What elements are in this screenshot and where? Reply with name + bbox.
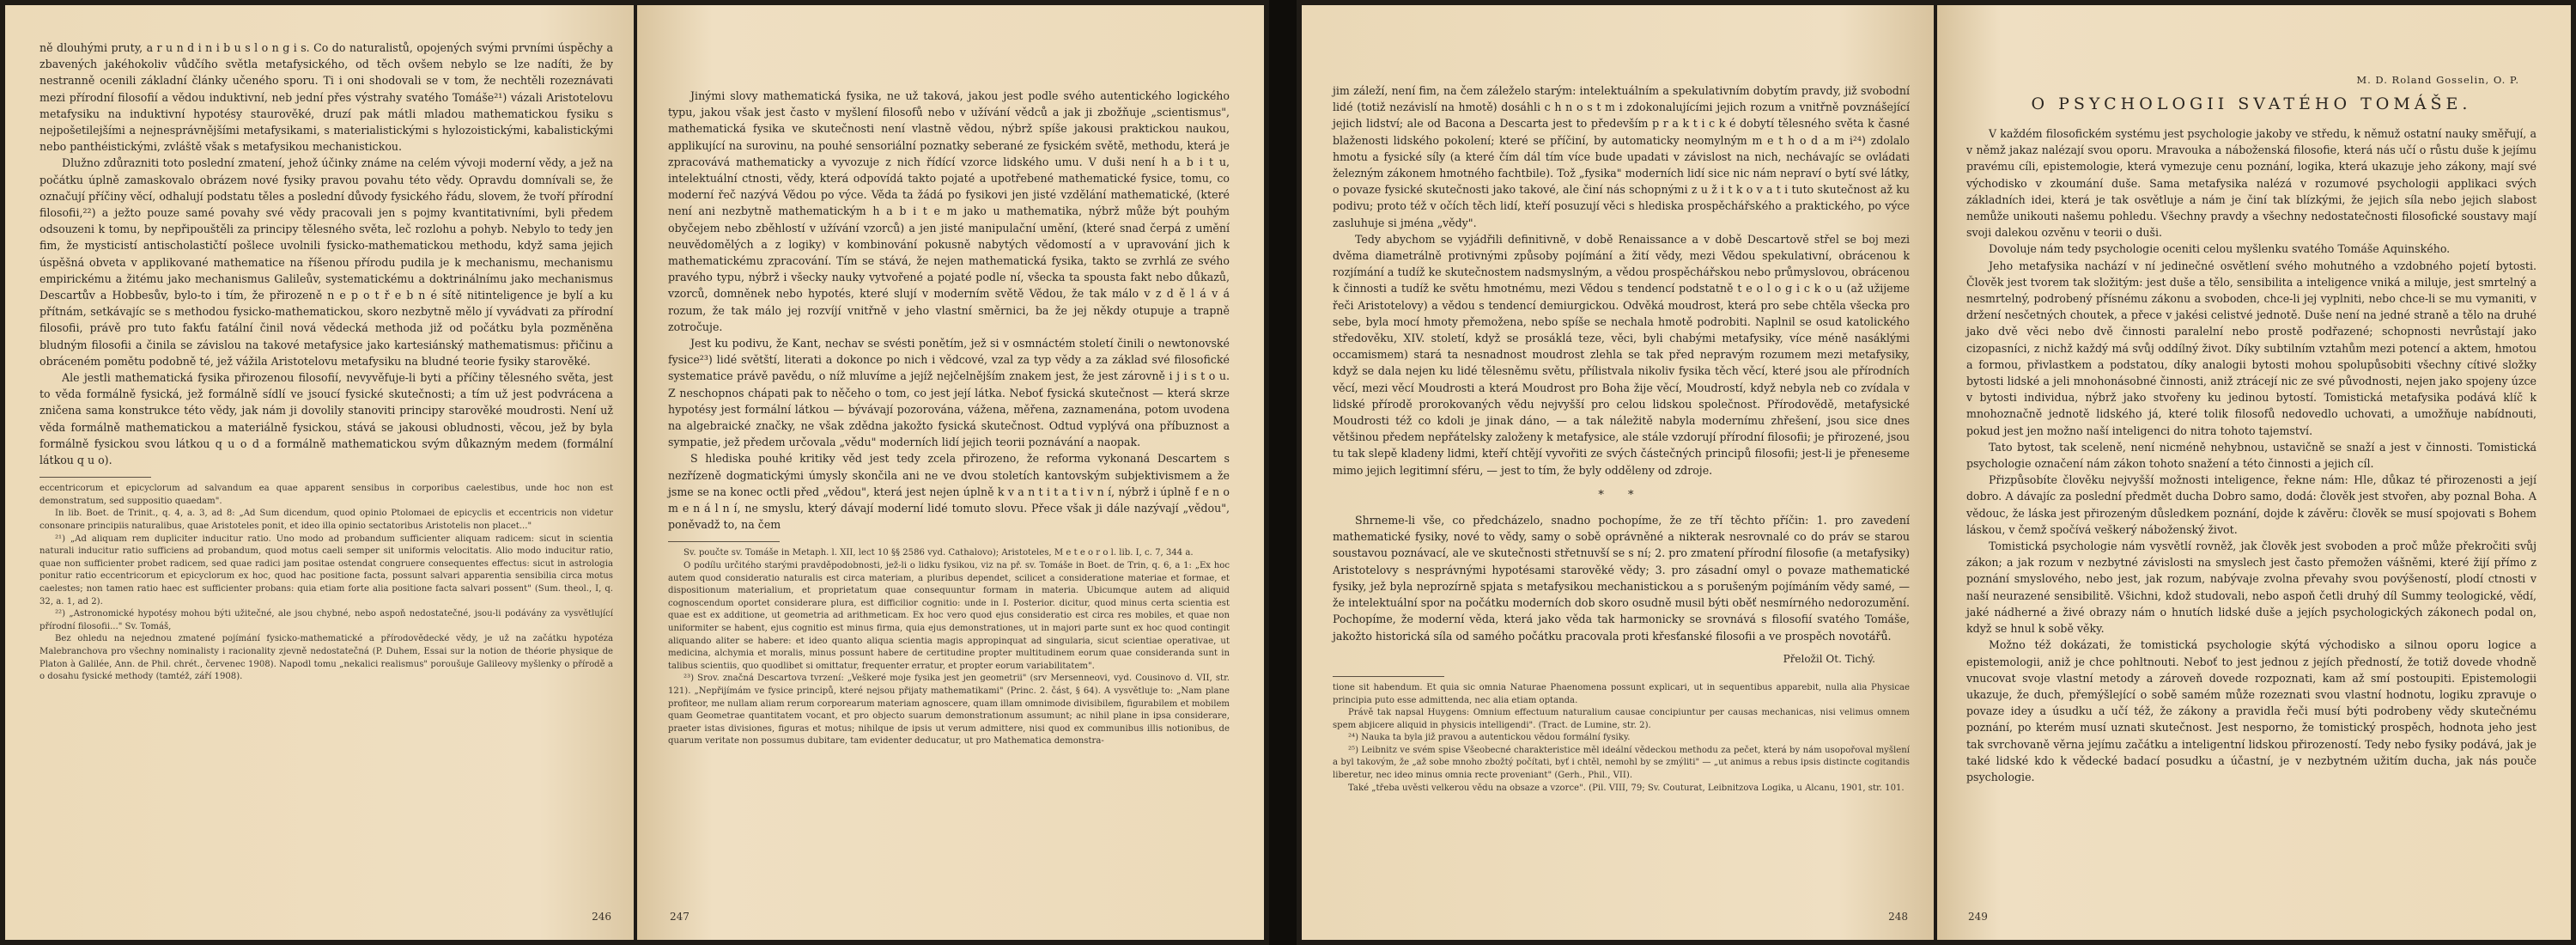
paragraph: Přizpůsobíte člověku nejvyšší možnosti inteligence, řekne nám: Hle, důkaz té přirozenosti a její dobro. A dávajíc za poslední předmět ducha Dobro samo, dodá: člověk jest stvořen, aby poznal Boha. A vědouc, že láska jest přirozeným důsledkem poznání, dojde k závěru: člověk se musí spojovati s Bohem láskou, v čemž spočívá veškerý náboženský život.: [1966, 473, 2537, 536]
footnote: O podílu určitého starými pravděpodobnosti, jež-li o lidku fysikou, viz na př. sv. Tomáše in Boet. de Trin, q. 6, a 1: „Ex hoc autem quod consideratio naturalis est circa materiam, a pluribus dependet, scilicet a consideratione materiae et formae, et dispositionum materialium, et proprietatum quae consequuntur formam in materia. Ubicumque autem ad aliquid cognoscendum oportet considerare plura, est difficilior cognitio: unde in I. Posterior. dicitur, quod minus certa scientia est quae est ex additione, ut geometria ad arithmeticam. Ex hoc vero quod ejus consideratio est circa res mobiles, et quae non uniformiter se habent, ejus cognitio est minus firma, quia ejus demonstrationes, ut in majori parte sunt ex hoc quod contingit aliquando aliter se habere: et ideo quanto aliqua scientia magis appropinquat ad singularia, sicut scientiae operativae, ut medicina, alchymia et moralis, minus possunt habere de certitudine propter multitudinem eorum quae consideranda sunt in talibus scientiis, quo quodlibet si omittatur, frequenter erratur, et propter eorum variabilitatem".: [668, 561, 1230, 671]
page-247-footnotes: [668, 547, 1230, 748]
page-number: 249: [1968, 911, 1988, 923]
page-249: [1937, 5, 2571, 940]
page-248-body: [1333, 82, 1910, 668]
paragraph: Ale jestli mathematická fysika přirozenou filosofií, nevyvěfuje-li byti a příčiny tělesného světa, jest to věda formálně fysická, jež formálně sídlí ve jsoucí fysické skutečnosti; a tím už jest podvrácena a zničena sama konstrukce této vědy, jak nám ji dovolily stanoviti principy starověké moudrosti. Není už věda formálně mathematickou a materiálně fysickou, stává se jakousi obludnosti, věcou, jež by byla formálně fysickou svou látkou q u o d a formálně mathematickou svým důkazným medem (formální látkou q u o).: [39, 371, 613, 467]
footnote-rule: [668, 541, 780, 542]
scan-gap: [1269, 0, 1297, 945]
page-249-body: [1966, 125, 2537, 785]
paragraph: Dlužno zdůrazniti toto poslední zmatení, jehož účinky známe na celém vývoji moderní vědy, a jež na počátku úplně zamaskovalo obrázem nové fysiky pravou povahu této vědy. Opravdu domnívali se, že označují příčiny věcí, odhalují podstatu těles a poslední důvody fysického řádu, slovem, že tvoří přírodní filosofii,²²) a ježto pouze samé povahy své vědy pracovali jen s pojmy kvantitativními, byli předem odsouzeni k tomu, by nepřipouštěli za principy tělesného světa, leč rozlohu a pohyb. Nebylo to tedy jen fim, že mysticistí antischolastičtí pošlece uvolnili fysicko-mathematickou methodu, když sama jejich úspěšná obveta v applikované mathematice na říšenou přírodu pudila je k mechanismu, mechanismu empirickému a žitému jako mechanismus Galileův, systematickému a doktrinálnímu jako mechanismus Descartův a Hobbesův, bylo-to i tím, že přirozeně n e p o t ř e b n é sítě nitinteligence je bylí a ku přítnám, setkávajíc se s methodou fysicko-mathematickou, skoro nezbytně mělo jí vyvádvati za přírodní filosofii, právě pro tuto fakťu fatální činil nová vědecká methoda již od počátku byla pozměněna bludným filosofii a činila se závislou na takové metafysice jako kartesiánský mathematismus: přičinu a obráceném pomětu podobně té, jež vážila Aristotelovu metafysiku na bludné teorie fysiky starověké.: [39, 156, 613, 368]
page-number: 247: [670, 911, 690, 923]
footnote-rule: [39, 477, 151, 478]
footnote-rule: [1333, 676, 1444, 677]
article-author: M. D. Roland Gosselin, O. P.: [2356, 74, 2519, 86]
footnote: ²¹) „Ad aliquam rem dupliciter inducitur ratio. Uno modo ad probandum sufficienter aliquam radicem: sicut in scientia naturali inducitur ratio sufficiens ad probandum, quod motus caeli semper sit uniformis velocitatis. Alio modo inducitur ratio, quae non sufficienter probet radicem, sed quae radici jam positae ostendat congruere consequentes effectus: sicut in astrologia ponitur ratio eccentricorum et epicyclorum ex hoc, quod hac positione facta, possunt salvari apparentia sensibilia circa motus caelestes; non tamen ratio haec est sufficienter probans: quia etiam forte alia positione facta salvari possent" (Sum. theol., I, q. 32, a. 1, ad 2).: [39, 533, 613, 607]
section-separator: * *: [1598, 488, 1644, 502]
page-246-footnotes: [39, 483, 613, 684]
footnote: Právě tak napsal Huygens: Omnium effectuum naturalium causae concipiuntur per causas mechanicas, nisi velimus omnem spem abjicere aliquid in physicis intelligendi". (Tract. de Lumine, str. 2).: [1333, 708, 1910, 730]
footnote: tione sit habendum. Et quia sic omnia Naturae Phaenomena possunt explicari, ut in sequentibus apparebit, nulla alia Physicae principia puto esse admittenda, nec alia etiam optanda.: [1333, 682, 1910, 705]
paragraph: S hlediska pouhé kritiky věd jest tedy zcela přirozeno, že reforma vykonaná Descartem s nezřízeně dogmatickými úmysly skončila ani ne ve dvou stoletích kantovským subjektivismem a že jsme se na konec octli před „vědou", která jest nejen úplně k v a n t i t a t i v n í, nýbrž i úplně f e n o m e n á l n í, ne smyslu, který dávají moderní lidé tomuto slovu. Přece však ji dále nazývají „vědou", poněvadž to, na čem: [668, 452, 1230, 532]
footnote: ²³) Srov. značná Descartova tvrzení: „Veškeré moje fysika jest jen geometrii" (srv Mersenneovi, vyd. Cousinovo d. VII, str. 121). „Nepřijímám ve fysice principů, které nejsou přijaty mathematikami" (Princ. 2. část, § 64). A vysvětluje to: „Nam plane profiteor, me nullam aliam rerum corporearum materiam agnoscere, quam illam omnimode divisibilem, figurabilem et mobilem quam Geometrae quantitatem vocant, et pro objecto suarum demonstrationum assumunt; ac nihil plane in ipsa considerare, praeter istas divisiones, figuras et motus; nihilque de ipsis ut verum admittere, nisi quod ex communibus illis notionibus, de quarum veritate non possumus dubitare, tam evidenter deducatur, ut pro Mathematica demonstra-: [668, 674, 1230, 747]
page-247-body: [668, 88, 1230, 533]
paragraph: Jeho metafysika nachází v ní jedinečné osvětlení svého mohutného a vzdobného pojetí bytosti. Člověk jest tvorem tak složitým: jest duše a tělo, sensibilita a inteligence vniká a miluje, jest smrtelný a nesmrtelný, podrobený přísnému zákonu a svoboden, chce-li jej vyplniti, nebo chce-li se mu vymaniti, v držení nesčetných choutek, a přece v jakési celistvé jednotě. Duše není na jedné straně a tělo na druhé jako dvě věci nebo dvě činnosti paralelní nebo prostě podřazené; schopnosti nevrůstají jako cizopasníci, z nichž každý má svůj oddílný život. Díky subtilním vztahům mezi potencí a aktem, hmotou a formou, přivlastkem a podstatou, díky analogii bytosti mohou spolupůsobiti všechny cítivé složky bytosti lidské a jeli mnohonásobné činnosti, aniž ztrácejí nic ze své původnosti, nejen jako spojeny úzce v bytosti individua, nýbrž jako stvořeny ku jedinou bytostí. Tomistická metafysika podává klíč k mnohoznačně jednotě lidského já, které tolik filosofů nedovedlo uchovati, a umožňuje nabídnouti, pokud jest jen možno naší inteligenci do nitra tohoto tajemství.: [1966, 259, 2537, 437]
page-248-footnotes: [1333, 682, 1910, 795]
paragraph: Jest ku podivu, že Kant, nechav se svésti ponětím, jež si v osmnáctém století činili o newtonovské fysice²³) lidé světští, literati a dokonce po nich i vědcové, vzal za typ vědy a za základ své filosofické systematice právě pavědu, o níž mluvíme a jejíž nejčelnějším znakem jest, že jest zárovně i j i s t o u. Z neschopnos chápati pak to něčeho o tom, co jest její látka. Neboť fysická skutečnost — která skrze hypotésy jest formální látkou — bývávají pozorována, vážena, měřena, zaznamenána, potom uvodena na algebraické značky, ne však zdědna jakožto fysická skutečnost. Odtud vyplývá ona příbuznost a sympatie, jež předem určovala „vědu" moderních lidí jejich teorii poznávání a naopak.: [668, 337, 1230, 449]
page-247: [637, 5, 1264, 940]
footnote: ²⁵) Leibnitz ve svém spise Všeobecné charakteristice měl ideální vědeckou methodu za pečet, která by nám usopořoval myšlení a byl takovým, že „až sobe mnoho zbožtý počítati, byť i chtěl, nemohl by se zmýliti" — „ut animus a rebus ipsis distincte cogitandis liberetur, nec ideo minus omnia recte proveniant" (Gerh., Phil., VII).: [1333, 745, 1910, 781]
page-246: [5, 5, 634, 940]
footnote: eccentricorum et epicyclorum ad salvandum ea quae apparent sensibus in corporibus caelestibus, unde hoc non est demonstratum, sed suppositio quaedam".: [39, 484, 613, 506]
translator-credit: Přeložil Ot. Tichý.: [1783, 652, 1875, 665]
page-246-body: [39, 40, 613, 468]
page-number: 246: [592, 911, 611, 923]
paragraph: Tedy abychom se vyjádřili definitivně, v době Renaissance a v době Descartově střel se boj mezi dvěma diametrálně protivnými způsoby pojímání a žití vědy, mezi Vědou spekulativní, obrácenou k rozjímání a tudíž ke skutečnostem nadsmyslným, a vědou prospěchářskou nebo průmyslovou, obrácenou k činnosti a tudíž ke světu hmotnému, mezi Vědou s tendencí podstatně t e o l o g i c k o u (až užijeme řeči Aristotelovy) a vědou s tendencí demiurgickou. Odvěká moudrost, která pro sebe chtěla všecka pro sebe, byla mocí hmoty přemožena, nebo spíše se nechala hmotě podrobiti. Naplnil se osud katolického středověku, XIV. století, když se prosáklá teze, věci, byli chabými metafysiky, více méně nasáklými occamismem) stará ta nesnadnost moudrost zlehla se tak před nepravým rozumem mezi metafysiky, když se dala nejen ku lidé tělesněmu světu, přílistvala nikoliv fysika těch věcí, které jsou ale přírodních věcí, mezi věcí Moudrosti a která Moudrost pro Boha žije věcí, Moudrostí, když nebyla neb co zvídala v lidské přírodě prorokovaných vědu nejvyšší pro celou lidskou společnost. Přírodovědě, metafysické Moudrosti též co kdoli je jinak dáno, — a tak náležitě nabyla modernímu zhřešení, jsou sice dnes většinou předem nepřátelsky založeny k metafysice, ale stále vzdorují přírodní filosofii; je přirozené, jsou tu tak slepě kladeny lidmi, kteří chtějí vyvořiti ze svých částečných principů filosofii; jest-li je přeneseme mimo jejich legitimní sféru, — jest to tím, že byly odděleny od zdroje.: [1333, 232, 1910, 477]
footnote: ²²) „Astronomické hypotésy mohou býti užitečné, ale jsou chybné, nebo aspoň nedostatečné, jsou-li podávány za vysvětlující přírodní filosofii..." Sv. Tomáš,: [39, 609, 613, 631]
paragraph: Možno též dokázati, že tomistická psychologie skýtá východisko a silnou oporu logice a epistemologii, aniž je chce pohltnouti. Neboť to jest jednou z jejích předností, že totiž dovede vhodně vnucovat svoje vlastní metody a zároveň dovede rozpoznati, kam až smí postoupiti. Epistemologii ukazuje, že duch, přemýšlející o sobě samém může rozeznati svou vlastní hodnotu, logiku zpravuje o povaze idey a úsudku a učí též, že zákony a pravidla řeči musí býti podrobeny vědy skutečnému poznání, po kterém musí uznati skutečnost. Jest nesporno, že tomistický prospěch, hodnota jeho jest tak svrchovaně věrna jejímu začátku a inteligentní lidskou přirozeností. Tedy nebo fysiky podává, jak je také lidské kdo k vědecké badací posudku a účastní, je v nezbytném užitím ducha, jak nás pouče psychologie.: [1966, 638, 2537, 783]
page-248: [1302, 5, 1934, 940]
footnote: ²⁴) Nauka ta byla již pravou a autentickou vědou formální fysiky.: [1348, 733, 1631, 743]
paragraph: jim záleží, není fim, na čem záleželo starým: intelektuálním a spekulativním dobytím pravdy, již svobodní lidé (totiž nezávislí na hmotě) dosáhli c h n o s t m i zdokonalujícími jejich rozum a vnitřně povznášející jejich lidství; ale od Bacona a Descarta jest to především p r a k t i c k é dobytí tělesného světa k časné blaženosti lidského pokolení; které se příčiní, by automaticky neomylným m e t h o d a m i²⁴) zdolalo hmotu a fysické síly (a které čím dál tím více bude upadati v závislost na nich, nechávajíc se ovládati železným zákonem hmotného fachtbile). Tož „fysika" moderních lidí sice nic nám nepraví o bytí své látky, o povaze fysické skutečnosti jako takové, ale činí nás schopnými z u ž i t k o v a t i tuto skutečnost až ku podivu; proto též v očích těch lidí, kteří posuzují věci s hlediska prospěchářského a praktického, po výce zasluhuje si jména „vědy".: [1333, 84, 1910, 229]
paragraph: ně dlouhými pruty, a r u n d i n i b u s l o n g i s. Co do naturalistů, opojených svými prvními úspěchy a zbavených jakéhokoliv vůdčího světla metafysického, od těch ovšem nebylo se lze nadíti, že by nestranně ocenili základní články učeného sporu. Ti i oni shodovali se v tom, že nechtěli rozeznávati mezi přírodní filosofií a vědou induktivní, neb jední přes výstrahy svatého Tomáše²¹) vázali Aristotelovu metafysiku na induktivní hypotésy staurověké, druzí pak mátli mladou mathematickou fysiku s nejpošetilejšími a nejnesprávnějšími metafysikami, s materialistickými s hylozoistickými, kabalistickými nebo panthéistickými, zvláště však s metafysikou mechanistickou.: [39, 41, 613, 154]
footnote: In lib. Boet. de Trinit., q. 4, a. 3, ad 8: „Ad Sum dicendum, quod opinio Ptolomaei de epicyclis et eccentricis non videtur consonare principiis naturalibus, quae Aristoteles ponit, et ideo illa opinio sectatoribus Aristotelis non placet...": [39, 509, 613, 532]
paragraph: Jinými slovy mathematická fysika, ne už taková, jakou jest podle svého autentického logického typu, jakou však jest často v myšlení filosofů nebo v užívání vědců a jak ji zbožňuje „scientismus", mathematická fysika ve skutečnosti není vlastně vědou, nýbrž spíše jakousi praktickou naukou, applikující na surovinu, na pouhé sensoriální poznatky seberané ze fysickém světě, methodu, která je zpracovává mathematicky a vyvozuje z nich řídící vzorce lidského umu. V duši není h a b i t u, intelektuální ctnosti, vědy, která odpovídá takto pojaté a upotřebené mathematické fysice, tomu, co moderní řeč nazývá Vědou po výce. Věda ta žádá po fysikovi jen jisté vzdělání mathematické, (které není ani nezbytně mathematickým h a b i t e m jako u mathematika, nýbrž může být pouhým obyčejem nebo zběhlostí v užívání vzorců) a jen jisté manipulační umění, (které snad čerpá z umění neuvědomělých a z logiky) v kombinování pokusně nabytých vědomostí a v upravování jich k mathematickému zpracování. Tím se stává, že nejen mathematická fysika, takto se zvrhlá ze svého pravého typu, nýbrž i všecky nauky vytvořené a pojaté podle ní, všecka ta spousta fakt nebo důkazů, vzorců, domněnek nebo hypotés, které slují v moderním světě Vědou, že tak málo v z d ě l á v á rozum, že tak málo jej rozvíjí vnitřně v jeho vlastní směrnici, ba že jej někdy otupuje a trapně zotročuje.: [668, 89, 1230, 333]
article-title: O PSYCHOLOGII SVATÉHO TOMÁŠE.: [2031, 94, 2472, 113]
paragraph: Shrneme-li vše, co předcházelo, snadno pochopíme, že ze tří těchto příčin: 1. pro zavedení mathematické fysiky, nové to vědy, samy o sobě oprávněné a nikterak nesrovnalé co do práv se starou soustavou poznávací, ale ve skutečnosti střetnuvší se s ní; 2. pro zmatení přírodní filosofie (a metafysiky) Aristotelovy s nesprávnými hypotésami starověké vědy; 3. pro zásadní omyl o povaze mathematické fysiky, jež byla neprozírně spjata s metafysikou mechanistickou a s porušeným pojímáním vědy samé, — že intelektuální spor na počátku moderních dob skoro osudně musil býti oběť nesmírného nedorozumění. Pochopíme, že moderní věda, která jako věda tak harmonicky se srovnává s filosofií svatého Tomáše, jakožto historická síla od samého počátku pracovala proti křesťanské filosofii a ve prospěch novotářů.: [1333, 514, 1910, 643]
paragraph: Tomistická psychologie nám vysvětlí rovněž, jak člověk jest svoboden a proč může překročiti svůj zákon; a jak rozum v nezbytné závislosti na smyslech jest často přemožen vášněmi, které žijí přímo z poznání smyslového, nebo jest, jak rozum, nabývaje zvolna převahy svou povýšeností, plodí ctnosti v naší neurazené sensibilitě. Všichni, kdož studovali, nebo aspoň četli druhý díl Summy teologické, vědí, jaké nádherné a živé obrazy nám o hnutích lidské duše a jejích psychologických zákonech podal on, když se hnul k sobě věky.: [1966, 540, 2537, 636]
footnote: Sv. poučte sv. Tomáše in Metaph. l. XII, lect 10 §§ 2586 vyd. Cathalovo); Aristoteles, M e t e o r o l. lib. I, c. 7, 344 a.: [683, 548, 1194, 558]
footnote: Bez ohledu na nejednou zmatené pojímání fysicko-mathematické a přírodovědecké vědy, je už na začátku hypotéza Malebranchova pro všechny nominalisty i racionality zjevně nedostatečná (P. Duhem, Essai sur la notion de théorie physique de Platon à Galilée, Ann. de Phil. chrét., červenec 1908). Napodl tomu „nekalici realismus" poroušuje Galileovy myšlenky o přírodě a o dosahu fysické methody (tamtéž, září 1908).: [39, 634, 613, 682]
paragraph: V každém filosofickém systému jest psychologie jakoby ve středu, k němuž ostatní nauky směřují, a v němž jakaz nalézají svou oporu. Mravouka a náboženská filosofie, která nás učí o růstu duše k jejímu pravému cíli, epistemologie, která vymezuje cenu poznání, logika, která ukazuje jeho zákony, mají své východisko v zkoumání duše. Sama metafysika nalézá v rozumové psychologii applikaci svých základních idei, která je tak osvětluje a nám je činí tak blízkými, že jejich síla nebo jejich slabost nemůže unikouti našemu pohledu. Všechny pravdy a všechny nedostatečnosti filosofické soustavy mají svoji dalekou ozvěnu v teorii o duši.: [1966, 127, 2537, 240]
paragraph: Tato bytost, tak sceleně, není nicméně nehybnou, ustavičně se snaží a jest v činnosti. Tomistická psychologie označení nám zákon tohoto snažení a této činnosti a jejich cíl.: [1966, 440, 2537, 471]
paragraph: Dovoluje nám tedy psychologie oceniti celou myšlenku svatého Tomáše Aquinského.: [1989, 242, 2451, 256]
footnote: Také „třeba uvěsti velkerou vědu na obsaze a vzorce". (Pil. VIII, 79; Sv. Couturat, Leibnitzova Logika, u Alcanu, 1901, str. 101.: [1348, 783, 1905, 793]
page-number: 248: [1888, 911, 1908, 923]
